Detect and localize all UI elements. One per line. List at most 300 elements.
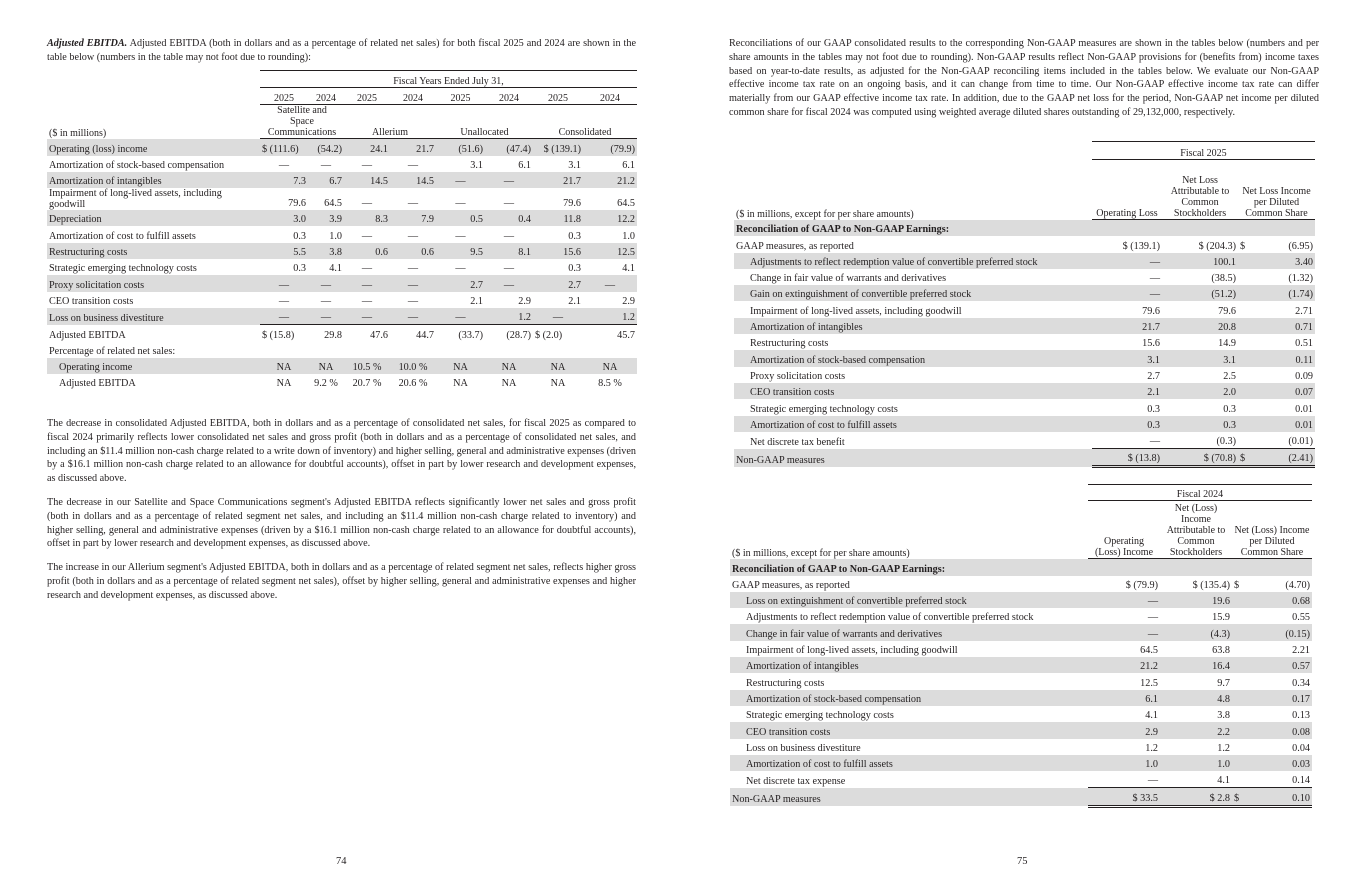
table-row <box>734 334 1315 350</box>
row-label: Net discrete tax expense <box>746 775 846 787</box>
section-title: Reconciliation of GAAP to Non-GAAP Earnings: <box>734 220 1092 237</box>
cell-value: — <box>361 230 373 242</box>
cell-value: 3.1 <box>470 159 483 171</box>
row-label: CEO transition costs <box>734 383 1092 399</box>
cell-value: 2.1 <box>470 295 483 307</box>
cell-value: 0.3 <box>568 230 581 242</box>
table-row <box>730 592 1312 608</box>
table-row <box>47 342 637 358</box>
row-label: CEO transition costs <box>730 722 1088 738</box>
cell-value: $ (111.6) <box>260 139 308 156</box>
table-row <box>730 722 1312 738</box>
segment-header: Unallocated <box>436 105 533 139</box>
cell-value: — <box>583 275 637 291</box>
row-label: Operating income <box>47 358 260 374</box>
cell-value: 6.1 <box>1088 690 1160 706</box>
cell-value: — <box>436 308 485 325</box>
cell-value: — <box>455 230 466 242</box>
cell-value: $ <box>1234 579 1240 591</box>
cell-value: — <box>407 295 419 307</box>
section-title: Reconciliation of GAAP to Non-GAAP Earnings: <box>730 559 1088 576</box>
cell-value: (0.15) <box>1232 624 1312 640</box>
cell-value <box>308 342 344 358</box>
row-label: Proxy solicitation costs <box>750 370 846 382</box>
cell-value: 19.6 <box>1160 592 1232 608</box>
cell-value: — <box>503 263 515 275</box>
cell-value: — <box>533 308 583 325</box>
cell-value: 0.13 <box>1292 710 1310 722</box>
cell-value: 0.57 <box>1232 657 1312 673</box>
cell-value: 64.5 <box>1140 645 1158 657</box>
cell-value: (54.2) <box>308 139 344 156</box>
cell-value: — <box>503 230 515 242</box>
total-row <box>730 788 1312 806</box>
cell-value: 14.5 <box>390 172 436 188</box>
gaap-row <box>734 236 1315 252</box>
table-row <box>734 432 1315 449</box>
cell-value: — <box>308 275 344 291</box>
row-label: GAAP measures, as reported <box>732 579 850 591</box>
cell-value: 8.5 % <box>598 378 622 390</box>
cell-value: 0.14 <box>1232 771 1312 788</box>
page-number: 75 <box>1017 856 1028 867</box>
cell-value: 2.71 <box>1295 305 1313 317</box>
cell-value: 0.07 <box>1238 383 1315 399</box>
column-header: Net Loss Income per Diluted Common Share <box>1238 160 1315 220</box>
cell-value: 24.1 <box>344 139 390 156</box>
cell-value: $ (135.4) <box>1192 579 1230 591</box>
table-row <box>730 771 1312 788</box>
section-title-row <box>730 559 1312 576</box>
ebitda-commentary <box>47 417 636 603</box>
column-header: Net Loss Attributable to Common Stockholders <box>1162 160 1238 220</box>
table-row <box>47 358 637 374</box>
cell-value: NA <box>436 358 485 374</box>
gaap-row <box>730 576 1312 592</box>
cell-value: — <box>390 275 436 291</box>
table-row <box>730 657 1312 673</box>
cell-value: (1.32) <box>1288 273 1313 285</box>
table-row <box>47 156 637 172</box>
cell-value: 6.1 <box>518 159 531 171</box>
cell-value: (6.95) <box>1288 240 1313 252</box>
cell-value: 3.8 <box>1217 710 1230 722</box>
cell-value: 1.2 <box>1217 742 1230 754</box>
row-label: Restructuring costs <box>750 338 829 350</box>
cell-value: 63.8 <box>1212 645 1230 657</box>
table-row <box>730 673 1312 689</box>
cell-value: 64.5 <box>324 198 342 210</box>
cell-value: $ 33.5 <box>1088 788 1160 806</box>
super-header: Fiscal 2025 <box>1092 142 1315 160</box>
cell-value: — <box>407 159 419 171</box>
cell-value: 2.9 <box>518 295 531 307</box>
cell-value: 3.8 <box>308 243 344 259</box>
cell-value: — <box>344 275 390 291</box>
cell-value: — <box>1092 432 1162 449</box>
row-label: Net discrete tax benefit <box>750 436 845 448</box>
cell-value: 11.8 <box>533 210 583 226</box>
cell-value <box>485 342 533 358</box>
row-label: Gain on extinguishment of convertible preferred stock <box>734 285 1092 301</box>
cell-value: $ (15.8) <box>262 329 295 341</box>
table-row <box>734 350 1315 366</box>
cell-value: 0.3 <box>293 230 306 242</box>
cell-value: 64.5 <box>617 198 635 210</box>
cell-value: — <box>407 263 419 275</box>
reconciliation-intro: Reconciliations of our GAAP consolidated results to the corresponding Non-GAAP measures are shown in the tables below (numbers and per share amounts in the tables may not foot due to rounding). Non-GAAP results reflect Non-GAAP provisions for (benefits from) income taxes based on year-to-date results, as adjusted for the Non-GAAP reconciling items included in the tables below. We evaluate our Non-GAAP effective income tax rate on an ongoing basis, and it can change from time to time. Our Non-GAAP effective income tax rate can differ materially from our GAAP effective income tax rate. In addition, due to the GAAP net loss for the period, Non-GAAP net income per diluted common share for fiscal 2024 was computed using weighted average diluted shares outstanding of 29,132,000, respectively. <box>729 38 1319 118</box>
table-row <box>47 226 637 242</box>
table-row <box>730 608 1312 624</box>
cell-value: — <box>1092 285 1162 301</box>
row-label: Amortization of intangibles <box>730 657 1088 673</box>
table-row <box>47 292 637 308</box>
column-header: Net (Loss) Income Attributable to Common Stockholders <box>1160 501 1232 559</box>
cell-value: 0.08 <box>1232 722 1312 738</box>
cell-value: 4.1 <box>329 263 342 275</box>
cell-value: — <box>361 159 373 171</box>
cell-value: 6.7 <box>308 172 344 188</box>
cell-value: 2.5 <box>1223 370 1236 382</box>
cell-value: — <box>455 263 466 275</box>
row-label: Non-GAAP measures <box>730 788 1088 806</box>
row-label: Adjustments to reflect redemption value of convertible preferred stock <box>746 612 1034 624</box>
cell-value: $ (79.9) <box>1125 579 1158 591</box>
cell-value: (47.4) <box>485 139 533 156</box>
cell-value: (0.3) <box>1162 432 1238 449</box>
table-row <box>730 690 1312 706</box>
cell-value: 2.7 <box>533 275 583 291</box>
cell-value: 3.40 <box>1238 253 1315 269</box>
row-label: GAAP measures, as reported <box>736 240 854 252</box>
segment-header: Allerium <box>344 105 436 139</box>
cell-value: 0.3 <box>1223 403 1236 415</box>
cell-value: 0.34 <box>1292 677 1310 689</box>
cell-value: 12.5 <box>583 243 637 259</box>
table-row <box>730 624 1312 640</box>
cell-value: 21.2 <box>583 172 637 188</box>
cell-value: 0.09 <box>1295 370 1313 382</box>
cell-value: 44.7 <box>416 329 434 341</box>
cell-value: $ (2.0) <box>535 329 563 341</box>
cell-value: 1.0 <box>329 230 342 242</box>
row-label: Amortization of intangibles <box>734 318 1092 334</box>
section-title-row <box>734 220 1315 237</box>
column-header: Operating Loss <box>1092 160 1162 220</box>
cell-value: 14.5 <box>344 172 390 188</box>
cell-value: 1.0 <box>622 230 635 242</box>
cell-value: 47.6 <box>370 329 388 341</box>
row-label: Loss on extinguishment of convertible preferred stock <box>730 592 1088 608</box>
cell-value: $ (204.3) <box>1198 240 1236 252</box>
cell-value: — <box>320 295 332 307</box>
reconciliation-table-2025 <box>734 141 1315 468</box>
cell-value: 9.5 <box>436 243 485 259</box>
table-row <box>734 253 1315 269</box>
cell-value: 0.71 <box>1238 318 1315 334</box>
cell-value: $ (13.8) <box>1092 449 1162 467</box>
cell-value: 15.6 <box>1142 338 1160 350</box>
cell-value: $ (139.1) <box>533 139 583 156</box>
adjusted-ebitda-intro: Adjusted EBITDA. Adjusted EBITDA (both in dollars and as a percentage of related net sales) for both fiscal 2025 and 2024 are shown in the table below (numbers in the table may not foot due to rounding): <box>47 38 636 63</box>
cell-value: 0.55 <box>1292 612 1310 624</box>
table-row <box>47 210 637 226</box>
paragraph: The decrease in our Satellite and Space Communications segment's Adjusted EBITDA reflects significantly lower net sales and gross profit (both in dollars and as a percentage of related segment net sales, and including an $11.4 million non-cash charge related to inventory) and higher selling, general and administrative expenses (driven by a $16.1 million non-cash charge related to an allowance for doubtful accounts), offset in part by lower research and development expenses, as discussed above. <box>47 496 636 550</box>
cell-value: 0.5 <box>436 210 485 226</box>
cell-value: 2.7 <box>1147 370 1160 382</box>
cell-value: 10.5 % <box>344 358 390 374</box>
row-label: Amortization of cost to fulfill assets <box>730 755 1088 771</box>
reconciliation-table-2024 <box>730 484 1312 808</box>
cell-value: 1.0 <box>1160 755 1232 771</box>
cell-value: 45.7 <box>617 329 635 341</box>
cell-value: 2.9 <box>1088 722 1160 738</box>
cell-value: — <box>260 275 308 291</box>
cell-value: — <box>485 275 533 291</box>
cell-value: 12.5 <box>1140 677 1158 689</box>
table-row <box>734 367 1315 383</box>
cell-value: (51.6) <box>436 139 485 156</box>
cell-value: (4.3) <box>1160 624 1232 640</box>
cell-value <box>260 342 308 358</box>
cell-value: 0.3 <box>568 263 581 275</box>
table-row <box>734 301 1315 317</box>
cell-value: $ (70.8) <box>1162 449 1238 467</box>
cell-value: — <box>1092 253 1162 269</box>
row-label: Adjusted EBITDA <box>49 329 126 341</box>
row-label: Percentage of related net sales: <box>49 345 176 357</box>
cell-value: 4.1 <box>1160 771 1232 788</box>
cell-value: 10.0 % <box>390 358 436 374</box>
cell-value: 2.7 <box>436 275 485 291</box>
cell-value: 3.1 <box>568 159 581 171</box>
cell-value: — <box>1088 771 1160 788</box>
table-row <box>734 416 1315 432</box>
table-row <box>47 308 637 325</box>
row-label: Adjustments to reflect redemption value of convertible preferred stock <box>734 253 1092 269</box>
cell-value: 0.11 <box>1238 350 1315 366</box>
cell-value: — <box>320 159 332 171</box>
cell-value: — <box>308 308 344 325</box>
cell-value <box>390 342 436 358</box>
cell-value: 9.2 % <box>314 378 338 390</box>
cell-value <box>533 342 583 358</box>
cell-value: — <box>390 308 436 325</box>
cell-value: — <box>344 308 390 325</box>
row-label: Amortization of stock-based compensation <box>730 690 1088 706</box>
cell-value: NA <box>260 358 308 374</box>
cell-value: 6.1 <box>622 159 635 171</box>
cell-value: 0.10 <box>1246 788 1312 806</box>
cell-value: 1.2 <box>583 308 637 325</box>
cell-value: NA <box>485 358 533 374</box>
cell-value: 2.1 <box>1092 383 1162 399</box>
row-label: Proxy solicitation costs <box>47 275 260 291</box>
row-label: Amortization of cost to fulfill assets <box>734 416 1092 432</box>
row-label: Impairment of long-lived assets, including goodwill <box>750 305 962 317</box>
row-label: Amortization of cost to fulfill assets <box>49 230 196 242</box>
table-row <box>730 641 1312 657</box>
row-label: Loss on business divestiture <box>47 308 260 325</box>
unit-label: ($ in millions) <box>49 127 107 139</box>
cell-value: 4.1 <box>622 263 635 275</box>
adjusted-ebitda-table: Fiscal Years Ended July 31, 2025 2024 2025 2024 2025 2024 2025 2024 ($ in millions) Satellite and Space Communications Allerium Unallocated Consolidated Operating (loss) income $ (111.6) (54.2) 24.1 21.7 (51.6) (47.4) $ (139.1) (79.9) Amortization of stock-based compensation — — — — 3.1 6.1 3.1 6.1 Amortization of intangibles 7.3 6.7 14.5 14.5 — — 21.7 21.2 Impairment of long-lived assets, including goodwill 79.6 64.5 — — — — 79.6 64.5 Depreciation 3.0 3.9 8.3 7.9 0.5 0.4 11.8 12.2 Amortization of cost to fulfill assets 0.3 1.0 — — — — 0.3 1.0 Restructuring costs 5.5 3.8 0.6 0.6 9.5 8.1 15.6 12.5 Strategic emerging technology costs 0.3 4.1 — — — — 0.3 4.1 Proxy solicitation costs — — — — 2.7 — 2.7 — CEO transition costs — — — — 2.1 2.9 2.1 2.9 Loss on business divestiture — — — — — 1.2 — 1.2 Adjusted EBITDA $ (15.8) 29.8 47.6 44.7 (33.7) (28.7) $ (2.0) 45.7 Percentage of related net sales: Operating income NA NA 10.5 % 10.0 % NA NA NA NA Adjusted EBITDA NA 9.2 % 20.7 % 20.6 % NA NA NA 8.5 % <box>47 70 637 390</box>
cell-value: 0.3 <box>293 263 306 275</box>
cell-value: NA <box>550 378 566 390</box>
cell-value: (33.7) <box>458 329 483 341</box>
table-row <box>47 172 637 188</box>
right-page <box>682 0 1365 889</box>
cell-value: 20.6 % <box>398 378 428 390</box>
cell-value: 0.6 <box>390 243 436 259</box>
paragraph: The increase in our Allerium segment's Adjusted EBITDA, both in dollars and as a percentage of related segment net sales, reflects higher gross profit (both in dollars and as a percentage of related segment net sales), offset by higher selling, general and administrative expenses and higher research and development expenses, as discussed above. <box>47 562 636 601</box>
cell-value: (51.2) <box>1162 285 1238 301</box>
cell-value <box>583 342 637 358</box>
row-label: Change in fair value of warrants and derivatives <box>750 273 947 285</box>
row-label: Change in fair value of warrants and derivatives <box>730 624 1088 640</box>
row-label: Depreciation <box>47 210 260 226</box>
cell-value: 8.3 <box>344 210 390 226</box>
cell-value: — <box>1147 612 1158 624</box>
cell-value: 21.7 <box>533 172 583 188</box>
cell-value: NA <box>533 358 583 374</box>
cell-value: (28.7) <box>506 329 531 341</box>
cell-value: NA <box>453 378 468 390</box>
cell-value <box>436 342 485 358</box>
cell-value: 21.7 <box>1092 318 1162 334</box>
row-label: CEO transition costs <box>49 295 134 307</box>
cell-value: — <box>260 308 308 325</box>
table-row <box>47 374 637 390</box>
table-row <box>734 318 1315 334</box>
cell-value: — <box>1088 592 1160 608</box>
cell-value: 0.3 <box>1092 416 1162 432</box>
cell-value: 2.21 <box>1292 645 1310 657</box>
left-page <box>0 0 682 889</box>
cell-value: 14.9 <box>1218 338 1236 350</box>
cell-value: NA <box>308 358 344 374</box>
cell-value: $ 2.8 <box>1160 788 1232 806</box>
super-header: Fiscal Years Ended July 31, <box>260 71 637 88</box>
cell-value: (0.01) <box>1238 432 1315 449</box>
cell-value: 2.9 <box>622 295 635 307</box>
table-row <box>734 383 1315 399</box>
cell-value: 3.1 <box>1162 350 1238 366</box>
cell-value: 16.4 <box>1160 657 1232 673</box>
cell-value: 0.3 <box>1147 403 1160 415</box>
cell-value: 8.1 <box>485 243 533 259</box>
unit-label: ($ in millions, except for per share amounts) <box>736 208 914 220</box>
cell-value: 3.9 <box>308 210 344 226</box>
cell-value: 0.3 <box>1162 416 1238 432</box>
cell-value: 15.9 <box>1212 612 1230 624</box>
row-label: Amortization of stock-based compensation <box>734 350 1092 366</box>
row-label: Impairment of long-lived assets, including goodwill <box>49 188 222 211</box>
row-label: Operating (loss) income <box>47 139 260 156</box>
cell-value: 5.5 <box>260 243 308 259</box>
table-row <box>47 243 637 259</box>
cell-value: 4.1 <box>1145 710 1158 722</box>
cell-value: — <box>455 198 466 210</box>
row-label: Impairment of long-lived assets, including goodwill <box>746 645 958 657</box>
cell-value: 0.51 <box>1295 338 1313 350</box>
row-label: Amortization of stock-based compensation <box>49 159 225 171</box>
table-row <box>47 188 637 210</box>
cell-value: — <box>1088 624 1160 640</box>
cell-value: 21.7 <box>390 139 436 156</box>
cell-value: 0.68 <box>1232 592 1312 608</box>
page-number: 74 <box>336 856 347 867</box>
cell-value: — <box>361 295 373 307</box>
table-row <box>730 755 1312 771</box>
cell-value: 0.03 <box>1232 755 1312 771</box>
row-label: Restructuring costs <box>47 243 260 259</box>
cell-value: — <box>361 263 373 275</box>
cell-value: 7.9 <box>390 210 436 226</box>
segment-header: Satellite and Space Communications <box>260 105 344 139</box>
cell-value: NA <box>583 358 637 374</box>
row-label: Amortization of intangibles <box>47 172 260 188</box>
cell-value: 7.3 <box>260 172 308 188</box>
cell-value: (79.9) <box>583 139 637 156</box>
cell-value: — <box>278 159 290 171</box>
table-row <box>730 706 1312 722</box>
super-header: Fiscal 2024 <box>1088 485 1312 501</box>
cell-value: 3.0 <box>260 210 308 226</box>
cell-value: 79.6 <box>1142 305 1160 317</box>
cell-value: 79.6 <box>288 198 306 210</box>
total-row <box>734 449 1315 467</box>
cell-value: — <box>278 295 290 307</box>
cell-value: — <box>1149 273 1160 285</box>
column-header: Operating (Loss) Income <box>1088 501 1160 559</box>
cell-value: $ (139.1) <box>1122 240 1160 252</box>
cell-value: 0.6 <box>344 243 390 259</box>
cell-value: 29.8 <box>324 329 342 341</box>
cell-value: 2.2 <box>1160 722 1232 738</box>
unit-label: ($ in millions, except for per share amounts) <box>732 547 910 559</box>
table-row <box>47 259 637 275</box>
cell-value: 3.1 <box>1092 350 1162 366</box>
cell-value: (2.41) <box>1252 449 1315 467</box>
cell-value: 0.4 <box>485 210 533 226</box>
table-row <box>734 399 1315 415</box>
table-row <box>47 325 637 342</box>
cell-value: 100.1 <box>1162 253 1238 269</box>
paragraph: The decrease in consolidated Adjusted EBITDA, both in dollars and as a percentage of consolidated net sales, for fiscal 2025 as compared to fiscal 2024 primarily reflects lower consolidated net sales and gross profit (both in dollars and as a percentage of consolidated net sales, and including an $11.4 million non-cash charge related to a write down of inventory) and higher selling, general and administrative expenses (driven by a $16.1 million non-cash charge related to an allowance for doubtful accounts), offset in part by lower research and development expenses, as discussed above. <box>47 418 637 485</box>
cell-value: — <box>407 230 419 242</box>
cell-value: (1.74) <box>1238 285 1315 301</box>
cell-value: 1.0 <box>1088 755 1160 771</box>
cell-value: — <box>503 198 515 210</box>
cell-value: (4.70) <box>1285 579 1310 591</box>
row-label: Restructuring costs <box>746 677 825 689</box>
cell-value: $ <box>1240 240 1246 252</box>
cell-value: 79.6 <box>563 198 581 210</box>
cell-value: 20.8 <box>1162 318 1238 334</box>
cell-value: — <box>361 198 373 210</box>
row-label: Adjusted EBITDA <box>59 378 136 390</box>
row-label: Strategic emerging technology costs <box>746 710 894 722</box>
cell-value: 4.8 <box>1160 690 1232 706</box>
cell-value: 0.01 <box>1238 416 1315 432</box>
row-label: Strategic emerging technology costs <box>750 403 898 415</box>
cell-value: — <box>436 172 485 188</box>
cell-value: (38.5) <box>1211 273 1236 285</box>
cell-value: 9.7 <box>1217 677 1230 689</box>
table-row <box>734 285 1315 301</box>
cell-value: 0.04 <box>1292 742 1310 754</box>
